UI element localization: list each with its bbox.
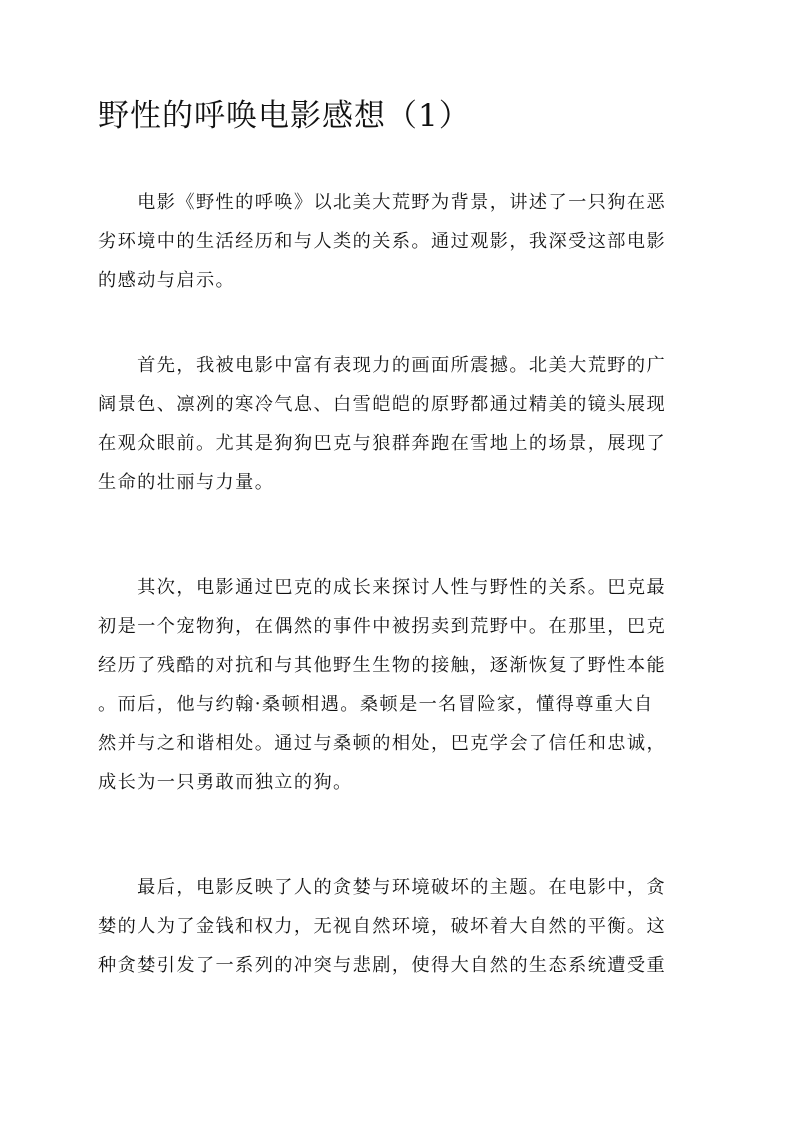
paragraph-line: 种贪婪引发了一系列的冲突与悲剧，使得大自然的生态系统遭受重 [98,955,667,976]
paragraph-line: 经历了残酷的对抗和与其他野生生物的接触，逐渐恢复了野性本能 [98,655,667,676]
paragraph-line: 然并与之和谐相处。通过与桑顿的相处，巴克学会了信任和忠诚， [98,733,667,754]
paragraph-line: 。而后，他与约翰·桑顿相遇。桑顿是一名冒险家，懂得尊重大自 [98,694,654,715]
paragraph-line: 生命的壮丽与力量。 [98,472,275,493]
paragraph-line: 首先，我被电影中富有表现力的画面所震撼。北美大荒野的广 [98,355,667,376]
paragraph-line: 在观众眼前。尤其是狗狗巴克与狼群奔跑在雪地上的场景，展现了 [98,433,667,454]
paragraph-2 [98,346,702,502]
paragraph-line: 的感动与启示。 [98,270,236,291]
paragraph-line: 电影《野性的呼唤》以北美大荒野为背景，讲述了一只狗在恶 [98,192,667,213]
paragraph-line: 婪的人为了金钱和权力，无视自然环境，破坏着大自然的平衡。这 [98,916,667,937]
page-title: 野性的呼唤电影感想（1） [98,98,471,134]
paragraph-line: 其次，电影通过巴克的成长来探讨人性与野性的关系。巴克最 [98,577,667,598]
paragraph-line: 初是一个宠物狗，在偶然的事件中被拐卖到荒野中。在那里，巴克 [98,616,667,637]
paragraph-line: 最后，电影反映了人的贪婪与环境破坏的主题。在电影中，贪 [98,877,667,898]
paragraph-line: 劣环境中的生活经历和与人类的关系。通过观影，我深受这部电影 [98,231,667,252]
paragraph-line: 成长为一只勇敢而独立的狗。 [98,772,353,793]
paragraph-4 [98,868,702,985]
paragraph-3 [98,568,702,802]
paragraph-line: 阔景色、凛冽的寒冷气息、白雪皑皑的原野都通过精美的镜头展现 [98,394,667,415]
paragraph-1 [98,183,702,300]
